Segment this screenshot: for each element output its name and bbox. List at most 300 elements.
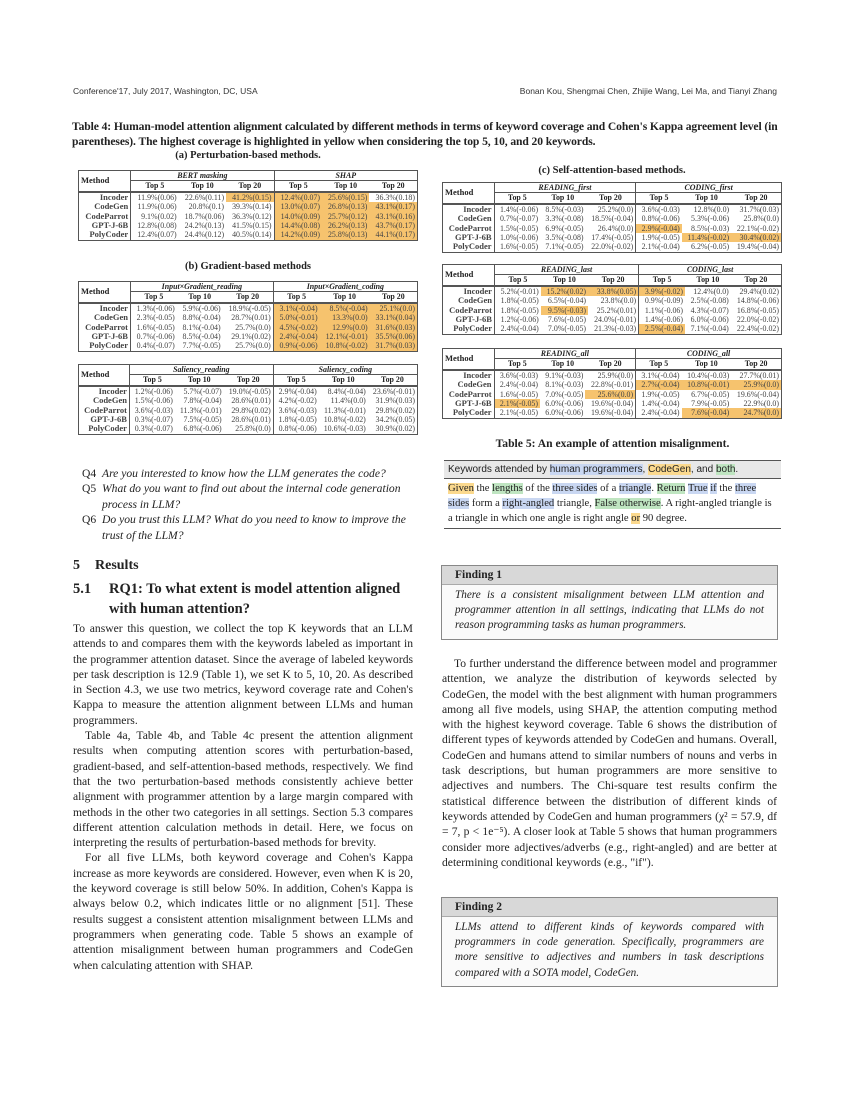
table-cell: 7.6%(-0.05) <box>547 315 587 325</box>
table-cell: 28.7%(0.01) <box>231 313 271 323</box>
table-row <box>79 230 418 240</box>
column-group-header: Input×Gradient_reading <box>130 282 273 292</box>
table-cell: 13.0%(0.07) <box>274 202 322 211</box>
table-cell: 6.0%(-0.06) <box>690 315 729 325</box>
table-cell: 29.8%(0.02) <box>375 405 415 415</box>
table-cell: 0.9%(-0.06) <box>273 341 319 351</box>
table-cell: 1.9%(-0.05) <box>636 390 682 399</box>
table-cell: 3.6%(-0.03) <box>494 370 540 380</box>
column-group-header: READING_first <box>494 183 636 193</box>
table-cell: 30.9%(0.02) <box>375 424 415 434</box>
table-cell: 25.7%(0.12) <box>322 212 369 221</box>
column-header-top-k: Top 5 <box>273 292 319 303</box>
table-cell: 2.9%(-0.04) <box>636 224 682 233</box>
table-cell: 7.5%(-0.05) <box>183 415 222 425</box>
column-group-header: Input×Gradient_coding <box>273 282 417 292</box>
table-cell: 2.7%(-0.04) <box>636 380 682 389</box>
table4c-last <box>442 264 782 335</box>
highlighted-keyword: triangle <box>618 483 652 494</box>
table-cell: 1.4%(-0.06) <box>494 204 540 214</box>
table-cell: 10.8%(-0.02) <box>320 341 370 351</box>
model-name: CodeGen <box>443 296 495 305</box>
model-name: CodeGen <box>443 380 495 389</box>
table-cell: 14.0%(0.09) <box>274 212 322 221</box>
highlighted-keyword: False otherwise <box>594 498 661 509</box>
table-cell: 2.1%(-0.05) <box>499 408 538 418</box>
highlighted-keyword: lengths <box>492 483 523 494</box>
table-cell: 25.1%(0.0) <box>370 303 418 313</box>
model-name: CodeParrot <box>79 212 131 221</box>
table-cell: 10.8%(-0.02) <box>323 415 366 425</box>
highlighted-keyword: three sides <box>552 483 598 494</box>
table-cell: 8.5%(-0.03) <box>691 223 730 233</box>
table-cell: 31.6%(0.03) <box>370 323 418 332</box>
text-segment: . <box>651 483 657 494</box>
column-header-top-k: Top 20 <box>223 292 274 303</box>
paragraph: To further understand the difference between model and programmer attention, we analyze the distribution of keywords selected by CodeGen, the model with the best alignment with human programmers among all five models, using SHAP, the attention computing method with the highest keyword coverage. Table 6 shows the distribution of different types of keywords attended by CodeGen and humans. Overall, CodeGen and humans attend to similar numbers of nouns and verbs in task descriptions, but human programmers are more sensitive to adjectives and numbers. The Chi-square test results confirm the statistical difference between the distribution of different kinds of keywords attended by CodeGen and human programmers (χ² = 57.9, df = 7, p < 1e⁻⁵). A closer look at Table 5 shows that human programmers consider more adjectives/adverbs (e.g., right-angled) and are better at determining conditional keywords (e.g., "if"). <box>442 657 777 869</box>
table-cell: 5.9%(-0.06) <box>177 303 223 313</box>
table-cell: 1.1%(-0.06) <box>639 306 685 315</box>
column-group-header: Saliency_reading <box>129 365 273 375</box>
text-segment: form a <box>469 498 503 509</box>
table-cell: 3.6%(-0.03) <box>273 406 318 415</box>
table-cell: 1.2%(-0.06) <box>129 386 174 396</box>
table-cell: 10.8%(-0.01) <box>682 380 732 389</box>
table-cell: 31.7%(0.03) <box>370 341 418 351</box>
table-cell: 1.4%(-0.04) <box>636 399 682 408</box>
column-header-method: Method <box>443 349 495 370</box>
table-cell: 8.5%(-0.04) <box>182 332 221 342</box>
column-header-top-k: Top 5 <box>129 375 174 386</box>
table-cell: 7.1%(-0.04) <box>690 324 729 334</box>
table-cell: 22.4%(-0.02) <box>736 324 779 334</box>
column-header-top-k: Top 20 <box>585 359 635 370</box>
table-cell: 2.3%(-0.05) <box>136 313 175 323</box>
table-cell: 12.8%(0.08) <box>137 221 177 231</box>
model-name: PolyCoder <box>443 408 495 418</box>
column-header-method: Method <box>79 365 130 386</box>
column-header-top-k: Top 5 <box>274 181 322 192</box>
paragraph: To answer this question, we collect the top K keywords that an LLM attends to and compares them with the keywords labeled as important in the programmer attention dataset. Since the average of labeled keywords per task description is 12.9 (Table 1), we set K to 5, 10, 20. As described in Section 4.3, we use two metrics, keyword coverage rate and Cohen's Kappa to measure the attention alignment between LLMs and human programmers. <box>73 622 413 727</box>
table-row <box>79 323 418 332</box>
table-cell: 25.7%(0.0) <box>235 322 271 332</box>
model-name: Incoder <box>443 204 495 214</box>
table-cell: 19.4%(-0.04) <box>736 242 779 252</box>
table-cell: 43.1%(0.17) <box>369 202 417 211</box>
column-header-top-k: Top 20 <box>369 181 417 192</box>
table-cell: 8.1%(-0.04) <box>182 322 221 332</box>
table-cell: 18.7%(0.06) <box>184 211 225 221</box>
column-header-method: Method <box>443 265 495 286</box>
left-body-text <box>73 621 413 973</box>
table-cell: 22.6%(0.11) <box>179 192 226 202</box>
model-name: GPT-J-6B <box>79 415 130 424</box>
column-header-method: Method <box>443 183 495 204</box>
table-cell: 19.0%(-0.05) <box>224 386 274 396</box>
column-header-top-k: Top 5 <box>131 181 179 192</box>
table-cell: 1.2%(-0.06) <box>500 315 539 325</box>
table-cell: 3.6%(-0.03) <box>636 204 682 214</box>
column-header-top-k: Top 10 <box>177 292 223 303</box>
table-cell: 1.8%(-0.05) <box>273 415 318 424</box>
table-row <box>443 233 782 242</box>
table-row <box>79 192 418 202</box>
table-cell: 20.8%(0.1) <box>188 202 225 212</box>
table-cell: 19.6%(-0.04) <box>736 389 779 399</box>
column-group-header: CODING_first <box>636 183 782 193</box>
table-cell: 1.4%(-0.06) <box>639 315 685 324</box>
table-cell: 33.1%(0.04) <box>370 313 418 322</box>
table-row <box>443 399 782 408</box>
right-body-text <box>442 656 777 870</box>
table-cell: 25.7%(0.0) <box>235 341 271 351</box>
model-name: PolyCoder <box>443 324 495 334</box>
table-cell: 24.2%(0.13) <box>184 221 225 231</box>
table-row <box>79 212 418 221</box>
table-cell: 22.0%(-0.02) <box>736 315 779 325</box>
highlighted-keyword: human programmers <box>549 464 643 475</box>
table-cell: 22.0%(-0.02) <box>591 242 634 252</box>
question-q5: Q5 What do you want to find out about the internal code generation process in LLM? <box>82 482 401 511</box>
table-cell: 25.2%(0.01) <box>596 305 637 315</box>
table-cell: 6.2%(-0.05) <box>691 242 730 252</box>
table-cell: 6.0%(-0.06) <box>545 408 584 418</box>
paragraph: Table 4a, Table 4b, and Table 4c present the attention alignment results when computing attention scores with perturbation-based, gradient-based, and self-attention-based methods, respectively. We find that the two perturbation-based methods consistently achieve better alignment with programmer attention by a large margin compared with methods in the other two categories in all settings. Section 5.3 compares different attention calculation methods in detail. Here, we focus on interpreting the results of perturbation-based methods for brevity. <box>73 729 413 850</box>
table-cell: 23.8%(0.0) <box>600 296 637 306</box>
column-header-top-k: Top 10 <box>682 359 732 370</box>
question-q6: Q6 Do you trust this LLM? What do you need to know to improve the trust of the LLM? <box>82 513 406 542</box>
table-cell: 2.4%(-0.04) <box>636 408 682 418</box>
highlighted-keyword: or <box>631 513 641 524</box>
table-cell: 2.5%(-0.08) <box>690 296 729 306</box>
table-cell: 19.6%(-0.04) <box>591 399 634 409</box>
table-cell: 3.1%(-0.04) <box>273 303 319 313</box>
model-name: CodeParrot <box>443 306 495 315</box>
table-cell: 24.4%(0.12) <box>184 230 225 240</box>
column-header-top-k: Top 5 <box>636 359 682 370</box>
table-cell: 11.3%(-0.01) <box>179 405 222 415</box>
table-cell: 36.3%(0.18) <box>369 192 417 202</box>
finding-2-box <box>441 897 778 987</box>
author-list: Bonan Kou, Shengmai Chen, Zhijie Wang, Lei Ma, and Tianyi Zhang <box>519 86 777 96</box>
table4b-caption: (b) Gradient-based methods <box>184 261 311 272</box>
text-segment: of the <box>522 483 553 494</box>
model-name: GPT-J-6B <box>79 221 131 230</box>
table-cell: 1.9%(-0.05) <box>636 233 682 242</box>
text-segment: . <box>735 464 739 475</box>
table-cell: 12.1%(-0.01) <box>320 332 370 341</box>
table-cell: 0.3%(-0.07) <box>134 415 173 425</box>
table-cell: 7.7%(-0.05) <box>182 341 221 351</box>
table-cell: 6.8%(-0.06) <box>183 424 222 434</box>
finding-2-title: Finding 2 <box>442 898 777 917</box>
column-header-top-k: Top 5 <box>494 193 540 204</box>
table-cell: 23.6%(-0.01) <box>368 386 418 396</box>
table-cell: 9.5%(-0.03) <box>541 306 588 315</box>
table-row <box>443 408 782 418</box>
table-cell: 8.8%(-0.04) <box>182 313 221 323</box>
table-cell: 22.8%(-0.01) <box>591 380 634 390</box>
model-name: PolyCoder <box>79 230 131 240</box>
table-cell: 26.2%(0.13) <box>322 221 369 230</box>
text-segment: 90 degree. <box>640 513 687 524</box>
table-cell: 4.3%(-0.07) <box>690 305 729 315</box>
column-header-top-k: Top 5 <box>494 359 540 370</box>
table-cell: 12.8%(0.0) <box>682 204 731 214</box>
table-cell: 31.7%(0.03) <box>731 204 781 214</box>
table5-legend <box>444 460 781 479</box>
column-group-header: READING_all <box>494 349 636 359</box>
table-cell: 11.9%(0.06) <box>131 192 179 202</box>
table-cell: 2.9%(-0.04) <box>273 386 318 396</box>
table5 <box>444 460 781 529</box>
text-segment: of a <box>597 483 619 494</box>
running-header <box>73 86 777 96</box>
table-row <box>79 341 418 351</box>
highlighted-keyword: CodeGen <box>648 464 691 475</box>
table-cell: 2.4%(-0.04) <box>499 380 538 390</box>
column-header-top-k: Top 5 <box>273 375 318 386</box>
table-cell: 0.4%(-0.07) <box>136 341 175 351</box>
table-cell: 6.7%(-0.05) <box>691 389 730 399</box>
column-header-top-k: Top 10 <box>540 359 585 370</box>
table-cell: 3.9%(-0.02) <box>639 286 685 296</box>
column-header-top-k: Top 20 <box>224 375 274 386</box>
table-cell: 12.9%(0.0) <box>320 323 370 332</box>
table-cell: 28.6%(0.01) <box>231 415 271 425</box>
table-row <box>79 332 418 341</box>
table-cell: 33.8%(0.05) <box>588 286 639 296</box>
table-cell: 43.7%(0.17) <box>369 221 417 230</box>
table4c-all <box>442 348 782 419</box>
table-cell: 14.4%(0.08) <box>274 221 322 230</box>
text-segment: the <box>473 483 493 494</box>
table-cell: 31.9%(0.03) <box>375 396 415 406</box>
table-row <box>443 214 782 223</box>
column-header-top-k: Top 20 <box>588 275 639 286</box>
table-cell: 16.8%(-0.05) <box>736 305 779 315</box>
table-cell: 29.8%(0.02) <box>231 405 271 415</box>
table-cell: 2.4%(-0.04) <box>500 324 539 334</box>
conference-info: Conference'17, July 2017, Washington, DC, USA <box>73 86 258 96</box>
table-cell: 0.7%(-0.06) <box>136 332 175 342</box>
column-header-top-k: Top 20 <box>226 181 274 192</box>
section-5-heading: 5 Results <box>73 558 139 573</box>
table-cell: 10.6%(-0.03) <box>323 424 366 434</box>
table-cell: 36.3%(0.12) <box>232 211 272 221</box>
table-cell: 18.9%(-0.05) <box>223 303 274 313</box>
table4c-caption: (c) Self-attention-based methods. <box>538 165 686 176</box>
table-row <box>443 296 782 305</box>
model-name: GPT-J-6B <box>443 233 495 242</box>
model-name: CodeParrot <box>79 406 130 415</box>
model-name: CodeGen <box>79 313 131 322</box>
model-name: CodeParrot <box>79 323 131 332</box>
table-row <box>443 390 782 399</box>
table-cell: 34.2%(0.05) <box>375 415 415 425</box>
model-name: GPT-J-6B <box>443 399 495 408</box>
highlighted-keyword: three sides <box>448 483 757 509</box>
table-cell: 9.1%(0.02) <box>141 211 177 221</box>
column-group-header: Saliency_coding <box>273 365 417 375</box>
table-cell: 11.3%(-0.01) <box>324 405 366 415</box>
table-cell: 30.4%(0.02) <box>731 233 781 242</box>
question-q4: Q4 Are you interested to know how the LLM generates the code? <box>82 467 386 480</box>
model-name: CodeGen <box>79 396 130 405</box>
model-name: Incoder <box>443 370 495 380</box>
table-cell: 25.8%(0.0) <box>743 214 779 224</box>
table-cell: 29.4%(0.02) <box>731 286 782 296</box>
column-header-top-k: Top 10 <box>685 275 731 286</box>
model-name: Incoder <box>443 286 495 296</box>
column-header-top-k: Top 10 <box>320 292 370 303</box>
model-name: CodeParrot <box>443 390 495 399</box>
highlighted-keyword: both <box>715 464 736 475</box>
table-row <box>443 306 782 315</box>
table-cell: 25.2%(0.0) <box>586 204 636 214</box>
model-name: CodeParrot <box>443 224 495 233</box>
table-row <box>79 303 418 313</box>
model-name: Incoder <box>79 386 130 396</box>
highlighted-keyword: Given <box>448 483 474 494</box>
column-header-method: Method <box>79 282 131 303</box>
table-cell: 26.4%(0.0) <box>597 223 634 233</box>
table-cell: 21.3%(-0.03) <box>594 324 637 334</box>
table-cell: 4.2%(-0.02) <box>273 396 318 405</box>
column-group-header: BERT masking <box>131 171 274 181</box>
model-name: CodeGen <box>443 214 495 223</box>
finding-1-text: There is a consistent misalignment between LLM attention and programmer attention in all settings, indicating that LLMs do not reason programming tasks as human programmers. <box>455 589 764 632</box>
table-cell: 22.1%(-0.02) <box>736 223 779 233</box>
table-cell: 24.0%(-0.01) <box>594 315 637 325</box>
table-cell: 25.6%(0.15) <box>322 192 369 202</box>
table4b-saliency <box>78 364 418 435</box>
column-group-header: READING_last <box>494 265 638 275</box>
table-cell: 24.7%(0.0) <box>731 408 781 418</box>
column-header-top-k: Top 5 <box>130 292 176 303</box>
table-cell: 7.9%(-0.05) <box>691 399 730 409</box>
table-row <box>79 424 418 434</box>
table-cell: 41.2%(0.15) <box>226 192 274 202</box>
table-row <box>443 370 782 380</box>
table-cell: 26.8%(0.13) <box>322 202 369 211</box>
column-group-header: CODING_last <box>639 265 782 275</box>
model-name: GPT-J-6B <box>443 315 495 324</box>
table-cell: 0.7%(-0.07) <box>499 214 539 224</box>
text-segment: the <box>716 483 735 494</box>
table-cell: 39.3%(0.14) <box>232 202 272 212</box>
finding-2-text: LLMs attend to different kinds of keywords compared with programmers in code generation. Specifically, programmers are more sensitive to adjectives and numbers in task descriptions compared with a SOTA model, CodeGen. <box>455 921 764 979</box>
table-cell: 12.4%(0.07) <box>274 192 322 202</box>
table-cell: 5.3%(-0.06) <box>691 214 730 224</box>
table-cell: 1.5%(-0.05) <box>499 223 539 233</box>
table-cell: 11.4%(0.0) <box>330 396 366 406</box>
table-cell: 5.7%(-0.07) <box>175 386 224 396</box>
table-cell: 44.1%(0.17) <box>369 230 417 240</box>
model-name: PolyCoder <box>79 341 131 351</box>
column-header-top-k: Top 20 <box>731 359 781 370</box>
table4c-first <box>442 182 782 253</box>
table-cell: 3.3%(-0.08) <box>545 214 584 224</box>
table-cell: 1.6%(-0.05) <box>136 322 175 332</box>
section-5-1-heading: 5.1 RQ1: To what extent is model attention aligned with human attention? <box>73 581 401 617</box>
table-row <box>79 406 418 415</box>
model-name: Incoder <box>79 192 131 202</box>
paragraph: For all five LLMs, both keyword coverage and Cohen's Kappa increase as more keywords are considered. However, even when K is 20, the keyword coverage is still below 50%. In addition, Cohen's Kappa is always below 0.2, which indicates little or no alignment [51]. These results suggest a consistent attention misalignment between LLMs and programmers when generating code. Table 5 shows an example of attention misalignment between human programmers and CodeGen when calculating attention with SHAP. <box>73 851 413 972</box>
table-cell: 9.1%(-0.03) <box>540 370 585 380</box>
table-cell: 13.3%(0.0) <box>320 313 370 322</box>
table-cell: 12.4%(0.07) <box>137 230 177 240</box>
table-row <box>79 202 418 211</box>
table-row <box>443 286 782 296</box>
column-header-top-k: Top 10 <box>322 181 369 192</box>
text-segment: , and <box>690 464 716 475</box>
table5-caption: Table 5: An example of attention misalignment. <box>495 437 730 450</box>
table-cell: 5.2%(-0.01) <box>494 286 540 296</box>
table-row <box>79 386 418 396</box>
column-header-top-k: Top 10 <box>682 193 731 204</box>
table-cell: 35.5%(0.06) <box>370 332 418 341</box>
table-cell: 3.6%(-0.03) <box>134 405 173 415</box>
table-cell: 7.0%(-0.05) <box>547 324 587 334</box>
model-name: PolyCoder <box>79 424 130 434</box>
table-cell: 8.5%(-0.03) <box>540 204 585 214</box>
highlighted-keyword: right-angled <box>502 498 555 509</box>
text-segment: triangle, <box>554 498 595 509</box>
text-segment: Keywords attended by <box>448 464 550 475</box>
table-cell: 40.5%(0.14) <box>232 230 272 240</box>
column-header-top-k: Top 5 <box>494 275 540 286</box>
table4a <box>78 170 418 241</box>
column-group-header: CODING_all <box>636 349 782 359</box>
table-cell: 3.5%(-0.08) <box>545 233 584 243</box>
table-cell: 0.8%(-0.06) <box>636 214 682 223</box>
table-cell: 29.1%(0.02) <box>231 332 271 342</box>
table-cell: 12.4%(0.0) <box>685 286 731 296</box>
column-header-top-k: Top 20 <box>731 275 782 286</box>
table-cell: 27.7%(0.01) <box>731 370 781 380</box>
table-cell: 6.0%(-0.06) <box>545 399 584 409</box>
table-cell: 7.0%(-0.05) <box>545 389 584 399</box>
table-cell: 10.4%(-0.03) <box>682 370 732 380</box>
column-header-top-k: Top 5 <box>639 275 685 286</box>
table-row <box>443 224 782 233</box>
table-row <box>79 415 418 424</box>
model-name: GPT-J-6B <box>79 332 131 341</box>
highlighted-keyword: True <box>687 483 708 494</box>
table-cell: 25.6%(0.0) <box>585 390 635 399</box>
table-cell: 2.1%(-0.05) <box>494 399 540 408</box>
column-header-method: Method <box>79 171 131 192</box>
table-cell: 14.8%(-0.06) <box>736 296 779 306</box>
table-cell: 25.9%(0.0) <box>731 380 781 389</box>
finding-1-box <box>441 565 778 640</box>
table-cell: 11.9%(0.06) <box>137 202 177 212</box>
column-header-top-k: Top 10 <box>540 193 585 204</box>
table5-example-text <box>444 479 781 529</box>
table-cell: 3.1%(-0.04) <box>636 370 682 380</box>
table-cell: 6.5%(-0.04) <box>547 296 587 306</box>
column-header-top-k: Top 20 <box>731 193 781 204</box>
table-row <box>443 204 782 214</box>
table-cell: 1.6%(-0.05) <box>499 389 538 399</box>
column-header-top-k: Top 10 <box>541 275 588 286</box>
finding-1-title: Finding 1 <box>442 566 777 585</box>
table-cell: 0.3%(-0.07) <box>134 424 173 434</box>
table-row <box>79 221 418 230</box>
table-cell: 7.8%(-0.04) <box>183 396 222 406</box>
table-cell: 41.5%(0.15) <box>232 221 272 231</box>
